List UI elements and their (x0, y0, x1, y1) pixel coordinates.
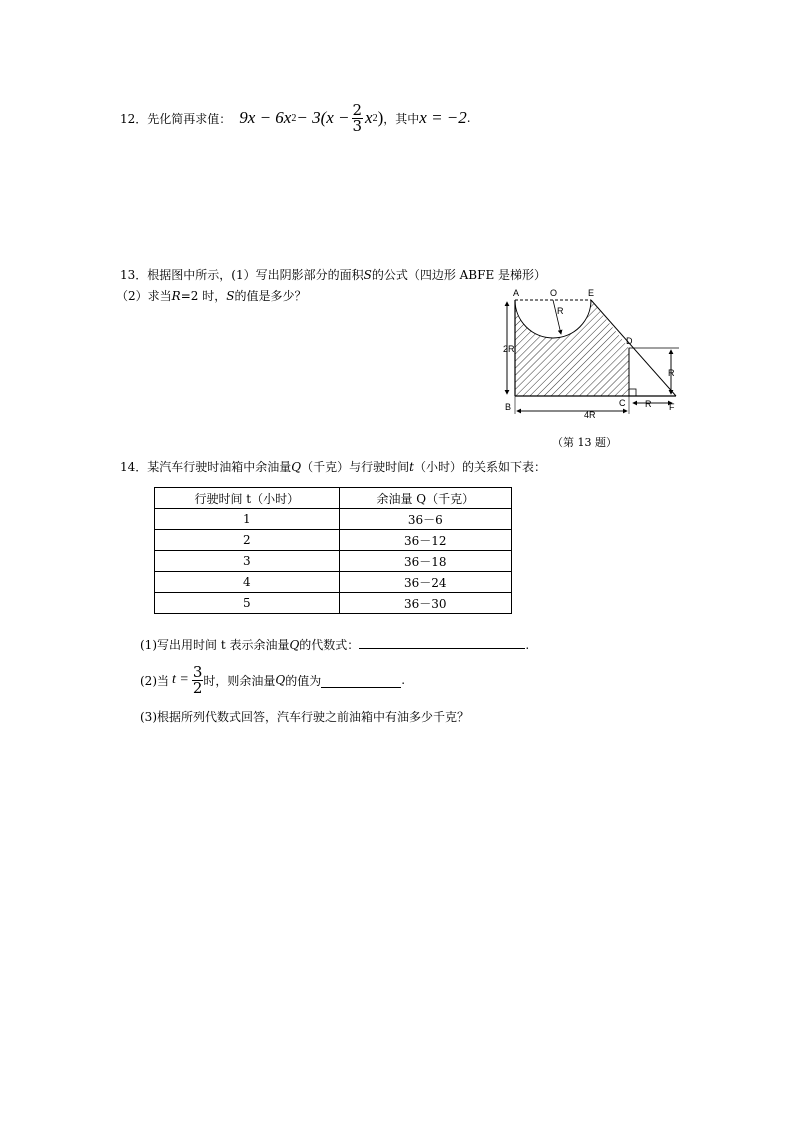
question-13-line1 (120, 266, 546, 283)
label-r-bottom: R (645, 399, 652, 409)
header-fuel: 余油量 Q（千克） (339, 488, 511, 509)
cell-fuel: 36－30 (339, 593, 511, 614)
label-a: A (513, 288, 520, 298)
table-header-row (155, 488, 512, 509)
shaded-region (515, 300, 629, 396)
q14-part3: (3)根据所列代数式回答，汽车行驶之前油箱中有油多少千克？ (140, 710, 470, 724)
q14-part1 (140, 636, 529, 653)
q13-line2-a: （2）求当 (116, 289, 172, 303)
cell-time: 3 (155, 551, 340, 572)
q12-expr-x: x (365, 108, 373, 127)
cell-fuel: 36－12 (339, 530, 511, 551)
cell-time: 4 (155, 572, 340, 593)
label-r-right: R (668, 368, 675, 378)
q12-fraction (352, 100, 364, 135)
q12-frac-den: 3 (352, 116, 363, 135)
q14-part1-b: 的代数式： (299, 638, 360, 652)
q12-condition: x = −2 (419, 108, 467, 127)
q14-part2-fraction (192, 662, 204, 697)
label-2r: 2R (503, 344, 515, 354)
table-row (155, 530, 512, 551)
q13-line2-r: R (171, 289, 181, 303)
question-13-line2 (116, 287, 306, 304)
q12-sup2: 2 (372, 112, 378, 124)
q14-part2-a: (2)当 (140, 673, 169, 688)
table-row (155, 572, 512, 593)
q13-line1-text: 13．根据图中所示，(1）写出阴影部分的面积 (120, 268, 364, 282)
fuel-table (154, 487, 512, 614)
q14-intro-b: （千克）与行驶时间 (301, 460, 410, 474)
q13-var-s: S (363, 268, 372, 282)
label-e: E (588, 288, 595, 298)
label-4r: 4R (584, 410, 596, 420)
figure-caption: （第 13 题） (552, 436, 617, 449)
q13-line2-c: 的值是多少？ (234, 289, 307, 303)
q14-part1-end: . (525, 638, 530, 652)
q14-intro-a: 14．某汽车行驶时油箱中余油量 (120, 460, 292, 474)
label-c: C (619, 398, 626, 408)
cell-fuel: 36－6 (339, 509, 511, 530)
q12-expr-close: ) (377, 108, 384, 127)
q13-figure (495, 282, 695, 422)
q14-part2-b: 时，则余油量 (203, 673, 276, 688)
label-f: F (669, 402, 675, 412)
cell-time: 5 (155, 593, 340, 614)
table-row (155, 509, 512, 530)
right-angle-mark (629, 389, 636, 396)
q13-line2-b: =2 时， (180, 289, 227, 303)
table-row (155, 593, 512, 614)
q14-intro-q: Q (291, 460, 302, 474)
q12-expr-mid: − 3(x − (296, 108, 350, 127)
q14-part2-end: . (401, 673, 406, 687)
q14-part2 (140, 662, 405, 698)
question-14-intro (120, 458, 546, 475)
q14-part2-q: Q (275, 673, 286, 687)
cell-time: 1 (155, 509, 340, 530)
q14-part1-a: (1)写出用时间 t 表示余油量 (140, 638, 290, 652)
q12-prefix: 12．先化简再求值： (120, 111, 232, 126)
label-o: O (550, 288, 558, 298)
table-row (155, 551, 512, 572)
q14-intro-c: （小时）的关系如下表： (413, 460, 546, 474)
q12-frac-num: 2 (352, 100, 363, 119)
q14-part2-t: t = (172, 672, 189, 687)
q13-line2-s: S (226, 289, 235, 303)
label-r-arc: R (557, 306, 564, 316)
q12-sup1: 2 (291, 112, 297, 124)
q13-line1-end: 的公式（四边形 ABFE 是梯形） (371, 268, 547, 282)
header-time: 行驶时间 t（小时） (155, 488, 340, 509)
cell-fuel: 36－24 (339, 572, 511, 593)
cell-time: 2 (155, 530, 340, 551)
answer-blank-1[interactable] (359, 648, 525, 649)
q14-intro-t: t (409, 460, 414, 474)
q12-where: ，其中 (383, 111, 420, 126)
q14-part2-num: 3 (192, 662, 203, 681)
answer-blank-2[interactable] (321, 673, 401, 688)
q12-end: . (466, 111, 471, 125)
q14-part2-c: 的值为 (285, 673, 322, 688)
q14-part2-den: 2 (192, 678, 203, 697)
cell-fuel: 36－18 (339, 551, 511, 572)
q14-part1-q: Q (289, 638, 300, 652)
q12-expr-left: 9x − 6x (239, 108, 292, 127)
label-b: B (505, 402, 512, 412)
question-12 (120, 98, 471, 138)
label-d: D (626, 336, 633, 346)
